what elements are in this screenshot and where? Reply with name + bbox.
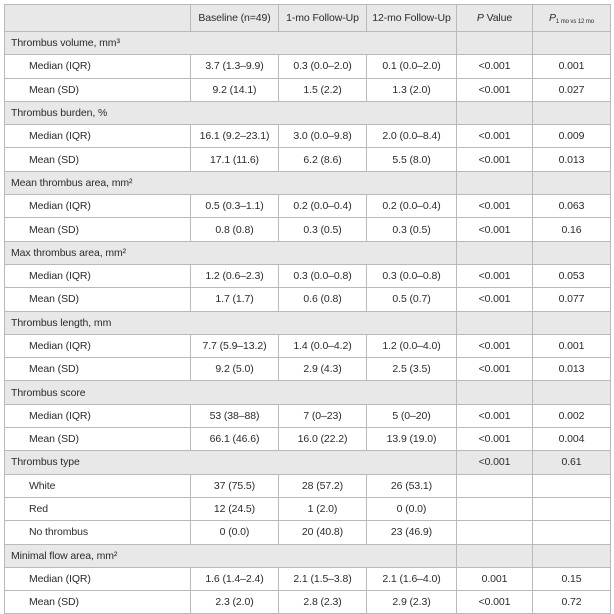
table-row bbox=[5, 334, 611, 357]
row-label: Median (IQR) bbox=[5, 404, 191, 427]
cell-12mo-followup: 0.1 (0.0–2.0) bbox=[367, 55, 457, 78]
cell-p-1mo-vs-12mo: 0.72 bbox=[533, 591, 611, 614]
cell-p-value: <0.001 bbox=[457, 78, 533, 101]
section-p-1mo-vs-12mo bbox=[533, 101, 611, 124]
header-baseline: Baseline (n=49) bbox=[191, 5, 279, 32]
cell-baseline: 0 (0.0) bbox=[191, 521, 279, 544]
cell-1mo-followup: 16.0 (22.2) bbox=[279, 428, 367, 451]
cell-baseline: 17.1 (11.6) bbox=[191, 148, 279, 171]
cell-p-1mo-vs-12mo: 0.001 bbox=[533, 334, 611, 357]
cell-12mo-followup: 26 (53.1) bbox=[367, 474, 457, 497]
header-p-value-text: Value bbox=[483, 12, 513, 24]
cell-p-1mo-vs-12mo bbox=[533, 497, 611, 520]
cell-p-1mo-vs-12mo: 0.004 bbox=[533, 428, 611, 451]
cell-12mo-followup: 1.2 (0.0–4.0) bbox=[367, 334, 457, 357]
table-row bbox=[5, 195, 611, 218]
row-label: Mean (SD) bbox=[5, 148, 191, 171]
cell-p-value: <0.001 bbox=[457, 264, 533, 287]
section-p-1mo-vs-12mo bbox=[533, 381, 611, 404]
section-title: Thrombus burden, % bbox=[5, 101, 457, 124]
section-p-value bbox=[457, 544, 533, 567]
section-p-value: <0.001 bbox=[457, 451, 533, 474]
section-title: Mean thrombus area, mm² bbox=[5, 171, 457, 194]
cell-1mo-followup: 2.8 (2.3) bbox=[279, 591, 367, 614]
section-p-value bbox=[457, 32, 533, 55]
row-label: Median (IQR) bbox=[5, 264, 191, 287]
cell-p-1mo-vs-12mo: 0.063 bbox=[533, 195, 611, 218]
header-p-value bbox=[457, 5, 533, 32]
row-label: No thrombus bbox=[5, 521, 191, 544]
table-row bbox=[5, 288, 611, 311]
cell-1mo-followup: 0.3 (0.5) bbox=[279, 218, 367, 241]
cell-p-value: <0.001 bbox=[457, 55, 533, 78]
section-header-row bbox=[5, 311, 611, 334]
row-label: Red bbox=[5, 497, 191, 520]
cell-p-1mo-vs-12mo: 0.002 bbox=[533, 404, 611, 427]
section-title: Thrombus length, mm bbox=[5, 311, 457, 334]
cell-baseline: 66.1 (46.6) bbox=[191, 428, 279, 451]
cell-1mo-followup: 28 (57.2) bbox=[279, 474, 367, 497]
cell-p-1mo-vs-12mo: 0.053 bbox=[533, 264, 611, 287]
row-label: Mean (SD) bbox=[5, 78, 191, 101]
section-p-1mo-vs-12mo bbox=[533, 241, 611, 264]
section-header-row bbox=[5, 451, 611, 474]
section-p-value bbox=[457, 171, 533, 194]
section-header-row bbox=[5, 241, 611, 264]
cell-baseline: 0.5 (0.3–1.1) bbox=[191, 195, 279, 218]
cell-p-value: <0.001 bbox=[457, 358, 533, 381]
row-label: Median (IQR) bbox=[5, 567, 191, 590]
cell-baseline: 3.7 (1.3–9.9) bbox=[191, 55, 279, 78]
cell-baseline: 1.6 (1.4–2.4) bbox=[191, 567, 279, 590]
header-1mo-followup: 1-mo Follow-Up bbox=[279, 5, 367, 32]
cell-p-1mo-vs-12mo: 0.013 bbox=[533, 148, 611, 171]
cell-1mo-followup: 2.9 (4.3) bbox=[279, 358, 367, 381]
table-row bbox=[5, 148, 611, 171]
cell-12mo-followup: 0 (0.0) bbox=[367, 497, 457, 520]
table-row bbox=[5, 428, 611, 451]
cell-p-1mo-vs-12mo: 0.001 bbox=[533, 55, 611, 78]
cell-baseline: 9.2 (14.1) bbox=[191, 78, 279, 101]
cell-p-value: 0.001 bbox=[457, 567, 533, 590]
section-title: Minimal flow area, mm² bbox=[5, 544, 457, 567]
row-label: Mean (SD) bbox=[5, 591, 191, 614]
row-label: Median (IQR) bbox=[5, 334, 191, 357]
cell-p-value: <0.001 bbox=[457, 334, 533, 357]
cell-baseline: 53 (38–88) bbox=[191, 404, 279, 427]
row-label: Mean (SD) bbox=[5, 428, 191, 451]
cell-1mo-followup: 3.0 (0.0–9.8) bbox=[279, 125, 367, 148]
section-p-value bbox=[457, 101, 533, 124]
cell-1mo-followup: 1.5 (2.2) bbox=[279, 78, 367, 101]
cell-p-value: <0.001 bbox=[457, 195, 533, 218]
cell-p-value: <0.001 bbox=[457, 218, 533, 241]
cell-baseline: 7.7 (5.9–13.2) bbox=[191, 334, 279, 357]
cell-baseline: 1.7 (1.7) bbox=[191, 288, 279, 311]
cell-p-1mo-vs-12mo: 0.16 bbox=[533, 218, 611, 241]
cell-1mo-followup: 0.3 (0.0–0.8) bbox=[279, 264, 367, 287]
cell-12mo-followup: 0.3 (0.0–0.8) bbox=[367, 264, 457, 287]
section-p-value bbox=[457, 311, 533, 334]
table-row bbox=[5, 125, 611, 148]
section-header-row bbox=[5, 381, 611, 404]
cell-12mo-followup: 2.5 (3.5) bbox=[367, 358, 457, 381]
row-label: Mean (SD) bbox=[5, 288, 191, 311]
row-label: White bbox=[5, 474, 191, 497]
table-row bbox=[5, 591, 611, 614]
table-row bbox=[5, 218, 611, 241]
header-12mo-followup: 12-mo Follow-Up bbox=[367, 5, 457, 32]
section-header-row bbox=[5, 544, 611, 567]
cell-p-1mo-vs-12mo bbox=[533, 474, 611, 497]
thrombus-results-table bbox=[4, 4, 611, 614]
header-row bbox=[5, 5, 611, 32]
cell-12mo-followup: 0.3 (0.5) bbox=[367, 218, 457, 241]
section-header-row bbox=[5, 171, 611, 194]
section-p-1mo-vs-12mo bbox=[533, 311, 611, 334]
cell-1mo-followup: 0.6 (0.8) bbox=[279, 288, 367, 311]
table-row bbox=[5, 474, 611, 497]
cell-baseline: 2.3 (2.0) bbox=[191, 591, 279, 614]
cell-1mo-followup: 0.3 (0.0–2.0) bbox=[279, 55, 367, 78]
cell-baseline: 16.1 (9.2–23.1) bbox=[191, 125, 279, 148]
row-label: Mean (SD) bbox=[5, 358, 191, 381]
cell-baseline: 0.8 (0.8) bbox=[191, 218, 279, 241]
cell-baseline: 9.2 (5.0) bbox=[191, 358, 279, 381]
cell-p-value: <0.001 bbox=[457, 428, 533, 451]
section-header-row bbox=[5, 101, 611, 124]
section-p-1mo-vs-12mo bbox=[533, 32, 611, 55]
cell-1mo-followup: 0.2 (0.0–0.4) bbox=[279, 195, 367, 218]
cell-1mo-followup: 1.4 (0.0–4.2) bbox=[279, 334, 367, 357]
cell-p-1mo-vs-12mo: 0.013 bbox=[533, 358, 611, 381]
section-title: Max thrombus area, mm² bbox=[5, 241, 457, 264]
table-row bbox=[5, 567, 611, 590]
header-p2-subscript: 1 mo vs 12 mo bbox=[555, 18, 594, 25]
cell-1mo-followup: 7 (0–23) bbox=[279, 404, 367, 427]
cell-1mo-followup: 6.2 (8.6) bbox=[279, 148, 367, 171]
table-row bbox=[5, 264, 611, 287]
cell-12mo-followup: 5.5 (8.0) bbox=[367, 148, 457, 171]
cell-12mo-followup: 1.3 (2.0) bbox=[367, 78, 457, 101]
cell-p-value: <0.001 bbox=[457, 591, 533, 614]
cell-baseline: 1.2 (0.6–2.3) bbox=[191, 264, 279, 287]
table-row bbox=[5, 404, 611, 427]
table-row bbox=[5, 55, 611, 78]
section-title: Thrombus volume, mm³ bbox=[5, 32, 457, 55]
row-label: Mean (SD) bbox=[5, 218, 191, 241]
table-row bbox=[5, 358, 611, 381]
cell-1mo-followup: 1 (2.0) bbox=[279, 497, 367, 520]
table-row bbox=[5, 521, 611, 544]
header-p2-letter: P bbox=[549, 11, 556, 24]
header-p-1mo-vs-12mo bbox=[533, 5, 611, 32]
cell-p-value: <0.001 bbox=[457, 404, 533, 427]
section-p-1mo-vs-12mo: 0.61 bbox=[533, 451, 611, 474]
header-variable bbox=[5, 5, 191, 32]
cell-12mo-followup: 2.1 (1.6–4.0) bbox=[367, 567, 457, 590]
section-title: Thrombus type bbox=[5, 451, 457, 474]
section-p-value bbox=[457, 381, 533, 404]
section-header-row bbox=[5, 32, 611, 55]
cell-p-value: <0.001 bbox=[457, 148, 533, 171]
cell-12mo-followup: 5 (0–20) bbox=[367, 404, 457, 427]
cell-p-1mo-vs-12mo: 0.077 bbox=[533, 288, 611, 311]
cell-p-1mo-vs-12mo: 0.15 bbox=[533, 567, 611, 590]
cell-12mo-followup: 2.0 (0.0–8.4) bbox=[367, 125, 457, 148]
row-label: Median (IQR) bbox=[5, 125, 191, 148]
cell-1mo-followup: 2.1 (1.5–3.8) bbox=[279, 567, 367, 590]
section-p-1mo-vs-12mo bbox=[533, 544, 611, 567]
cell-baseline: 12 (24.5) bbox=[191, 497, 279, 520]
cell-p-value bbox=[457, 474, 533, 497]
cell-p-1mo-vs-12mo: 0.009 bbox=[533, 125, 611, 148]
table-row bbox=[5, 497, 611, 520]
section-p-1mo-vs-12mo bbox=[533, 171, 611, 194]
row-label: Median (IQR) bbox=[5, 195, 191, 218]
cell-p-value bbox=[457, 497, 533, 520]
cell-12mo-followup: 23 (46.9) bbox=[367, 521, 457, 544]
cell-p-value: <0.001 bbox=[457, 288, 533, 311]
table-row bbox=[5, 78, 611, 101]
cell-12mo-followup: 13.9 (19.0) bbox=[367, 428, 457, 451]
cell-12mo-followup: 2.9 (2.3) bbox=[367, 591, 457, 614]
cell-p-1mo-vs-12mo bbox=[533, 521, 611, 544]
cell-12mo-followup: 0.5 (0.7) bbox=[367, 288, 457, 311]
section-p-value bbox=[457, 241, 533, 264]
cell-1mo-followup: 20 (40.8) bbox=[279, 521, 367, 544]
header-p-letter: P bbox=[476, 12, 484, 24]
table-body bbox=[5, 32, 611, 614]
row-label: Median (IQR) bbox=[5, 55, 191, 78]
cell-p-value bbox=[457, 521, 533, 544]
cell-p-1mo-vs-12mo: 0.027 bbox=[533, 78, 611, 101]
cell-baseline: 37 (75.5) bbox=[191, 474, 279, 497]
cell-12mo-followup: 0.2 (0.0–0.4) bbox=[367, 195, 457, 218]
cell-p-value: <0.001 bbox=[457, 125, 533, 148]
section-title: Thrombus score bbox=[5, 381, 457, 404]
